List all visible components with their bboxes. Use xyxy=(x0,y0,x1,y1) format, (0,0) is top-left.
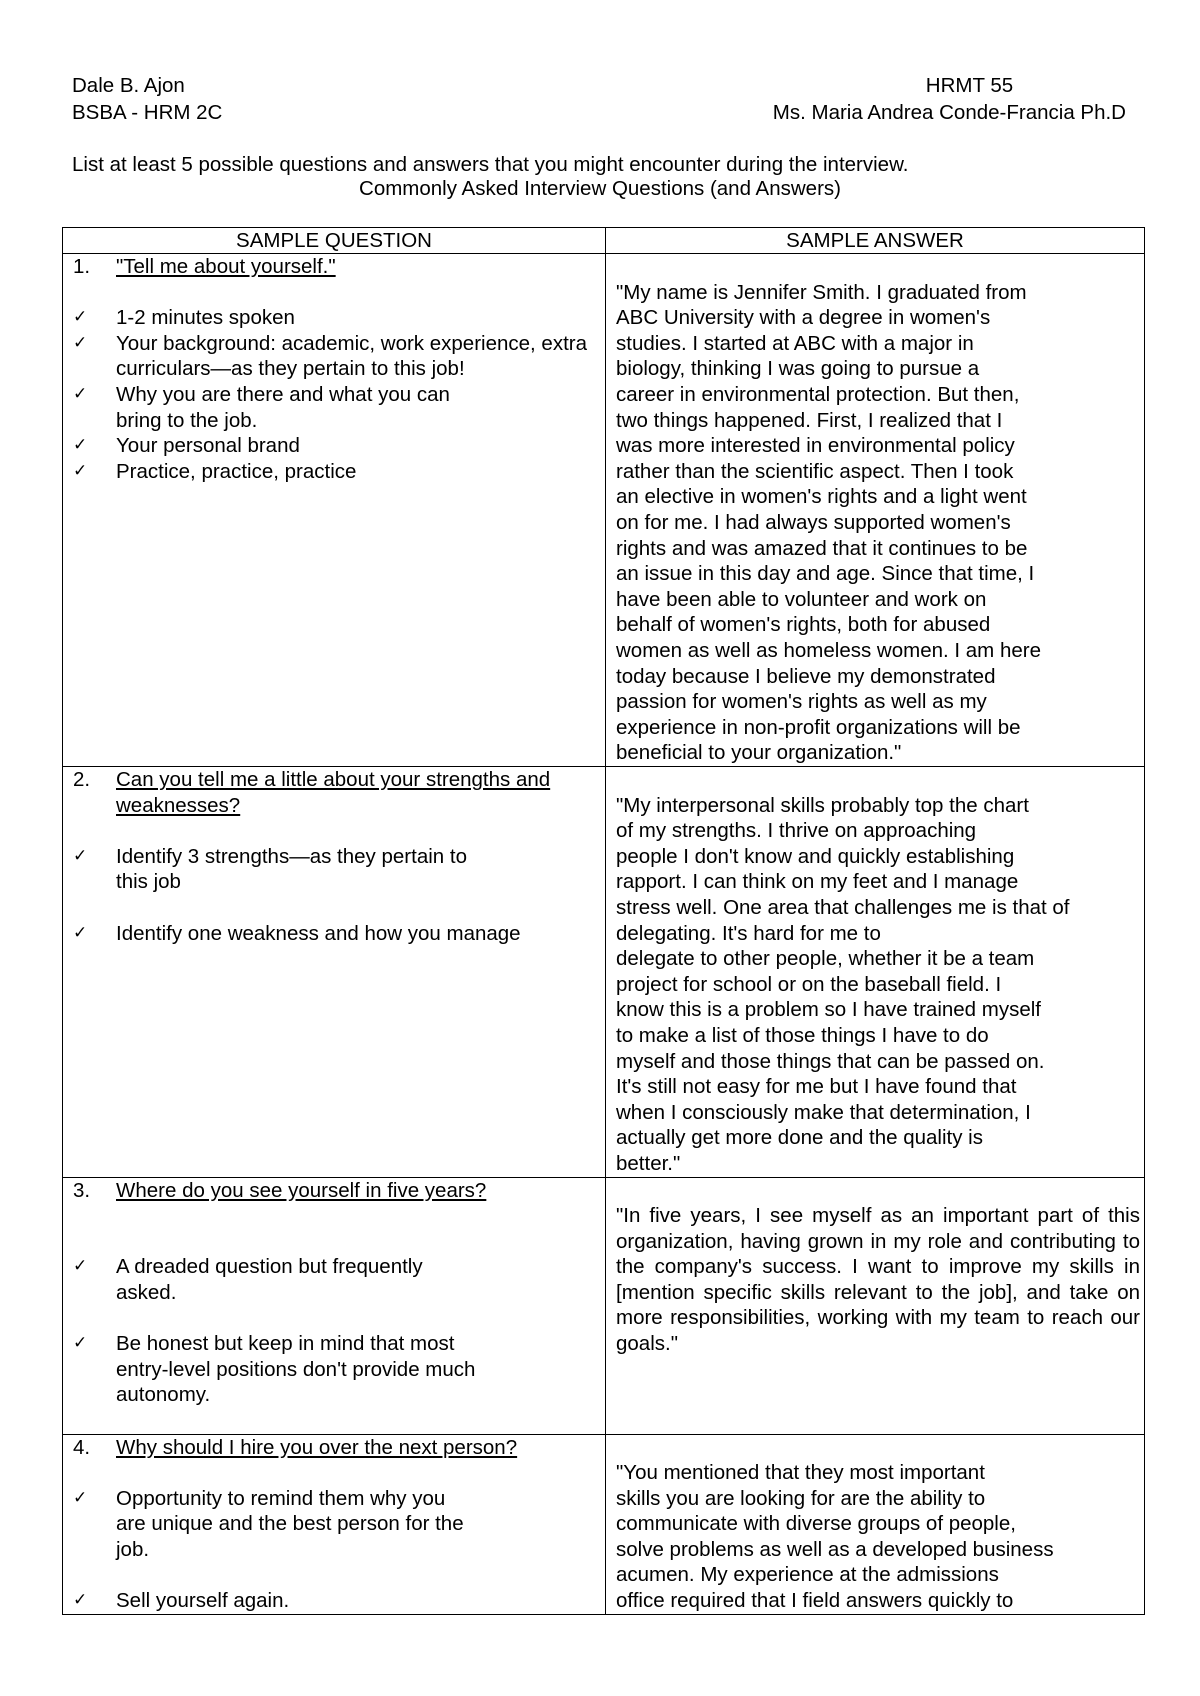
table-row xyxy=(63,767,1145,1178)
tip-item xyxy=(73,433,599,459)
answer-text: "You mentioned that they most important skills you are looking for are the ability to communicate with diverse groups of people, solve problems as well as a developed business acumen. My experience at the admissions office required that I field answers quickly to xyxy=(616,1461,1054,1613)
checkmark-icon: ✓ xyxy=(73,435,88,456)
checkmark-icon: ✓ xyxy=(73,383,88,404)
tip-text: Sell yourself again. xyxy=(116,1589,290,1613)
answer-text: "My name is Jennifer Smith. I graduated from ABC University with a degree in women's studies. I started at ABC with a major in biology, thinking I was going to pursue a career in environmental protection. But then, two things happened. First, I realized that I was more interested in environmental policy rather than the scientific aspect. Then I took an elective in women's rights and a light went on for me. I had always supported women's rights and was amazed that it continues to be an issue in this day and age. Since that time, I have been able to volunteer and work on behalf of women's rights, both for abused women as well as homeless women. I am here today because I believe my demonstrated passion for women's rights as well as my experience in non-profit organizations will be beneficial to your organization." xyxy=(616,280,1041,765)
tip-text: Identify 3 strengths—as they pertain to this job xyxy=(116,844,467,894)
checkmark-icon: ✓ xyxy=(73,1487,88,1508)
tip-item xyxy=(73,459,599,485)
student-name: Dale B. Ajon xyxy=(72,74,185,97)
question-number: 2. xyxy=(73,768,91,791)
tip-item xyxy=(73,1254,599,1305)
checkmark-icon: ✓ xyxy=(73,1256,88,1277)
instruction-text: List at least 5 possible questions and answers that you might encounter during the interview. xyxy=(72,153,909,176)
student-program: BSBA - HRM 2C xyxy=(72,101,223,124)
table-row xyxy=(63,254,1145,767)
question-line xyxy=(73,1178,599,1204)
column-header-question: SAMPLE QUESTION xyxy=(63,228,606,254)
course-code: HRMT 55 xyxy=(925,74,1014,97)
tip-text: Be honest but keep in mind that most entry-level positions don't provide much autonomy. xyxy=(116,1332,476,1407)
question-number: 3. xyxy=(73,1178,91,1202)
tip-item xyxy=(73,305,599,331)
checkmark-icon: ✓ xyxy=(73,460,88,481)
tip-item xyxy=(73,382,599,433)
tip-text: Identify one weakness and how you manage xyxy=(116,921,521,945)
checkmark-icon: ✓ xyxy=(73,1333,88,1354)
question-number: 1. xyxy=(73,255,91,278)
tip-text: Your background: academic, work experience, extra curriculars—as they pertain to this job! xyxy=(116,331,587,381)
student-info xyxy=(72,72,222,126)
question-line xyxy=(73,254,599,280)
table-header-row xyxy=(63,228,1145,254)
tip-text: Opportunity to remind them why you are unique and the best person for the job. xyxy=(116,1486,464,1561)
answer-cell xyxy=(606,767,1145,1178)
question-number: 4. xyxy=(73,1435,91,1459)
instructor-name: Ms. Maria Andrea Conde-Francia Ph.D xyxy=(772,101,1126,124)
answer-cell xyxy=(606,1177,1145,1434)
checkmark-icon: ✓ xyxy=(73,332,88,353)
course-info xyxy=(773,72,1126,126)
tip-item xyxy=(73,1486,599,1563)
tip-text: Why you are there and what you can bring to the job. xyxy=(116,382,450,432)
checkmark-icon: ✓ xyxy=(73,922,88,943)
question-text: Where do you see yourself in five years? xyxy=(116,1178,487,1202)
tip-item xyxy=(73,1588,599,1614)
tip-item xyxy=(73,844,599,895)
question-cell xyxy=(63,254,606,767)
tip-item xyxy=(73,921,599,947)
question-cell xyxy=(63,1434,606,1614)
column-header-answer: SAMPLE ANSWER xyxy=(606,228,1145,254)
question-line xyxy=(73,1435,599,1461)
question-text: Can you tell me a little about your strengths and weaknesses? xyxy=(116,768,551,817)
question-cell xyxy=(63,767,606,1178)
question-text: "Tell me about yourself." xyxy=(116,255,336,278)
table-row xyxy=(63,1434,1145,1614)
answer-text: "In five years, I see myself as an important part of this organization, having grown in my role and contributing to the company's success. I want to improve my skills in [mention specific skills relevant to the job], and take on more responsibilities, working with my team to reach our goals." xyxy=(616,1204,1140,1356)
qa-table xyxy=(62,227,1145,1615)
question-line xyxy=(73,767,599,818)
document-subtitle: Commonly Asked Interview Questions (and Answers) xyxy=(359,177,841,200)
table-row xyxy=(63,1177,1145,1434)
answer-cell xyxy=(606,1434,1145,1614)
checkmark-icon: ✓ xyxy=(73,307,88,328)
question-cell xyxy=(63,1177,606,1434)
question-text: Why should I hire you over the next person? xyxy=(116,1435,518,1459)
tip-text: 1-2 minutes spoken xyxy=(116,306,295,330)
tip-item xyxy=(73,331,599,382)
tip-text: Your personal brand xyxy=(116,434,300,458)
checkmark-icon: ✓ xyxy=(73,1590,88,1611)
checkmark-icon: ✓ xyxy=(73,845,88,866)
answer-text: "My interpersonal skills probably top the chart of my strengths. I thrive on approaching people I don't know and quickly establishing rapport. I can think on my feet and I manage stress well. One area that challenges me is that of delegating. It's hard for me to delegate to other people, whether it be a team project for school or on the baseball field. I know this is a problem so I have trained myself to make a list of those things I have to do myself and those things that can be passed on. It's still not easy for me but I have found that when I consciously make that determination, I actually get more done and the quality is better." xyxy=(616,793,1070,1175)
tip-text: A dreaded question but frequently asked. xyxy=(116,1255,423,1304)
tip-item xyxy=(73,1331,599,1408)
tip-text: Practice, practice, practice xyxy=(116,459,357,483)
answer-cell xyxy=(606,254,1145,767)
